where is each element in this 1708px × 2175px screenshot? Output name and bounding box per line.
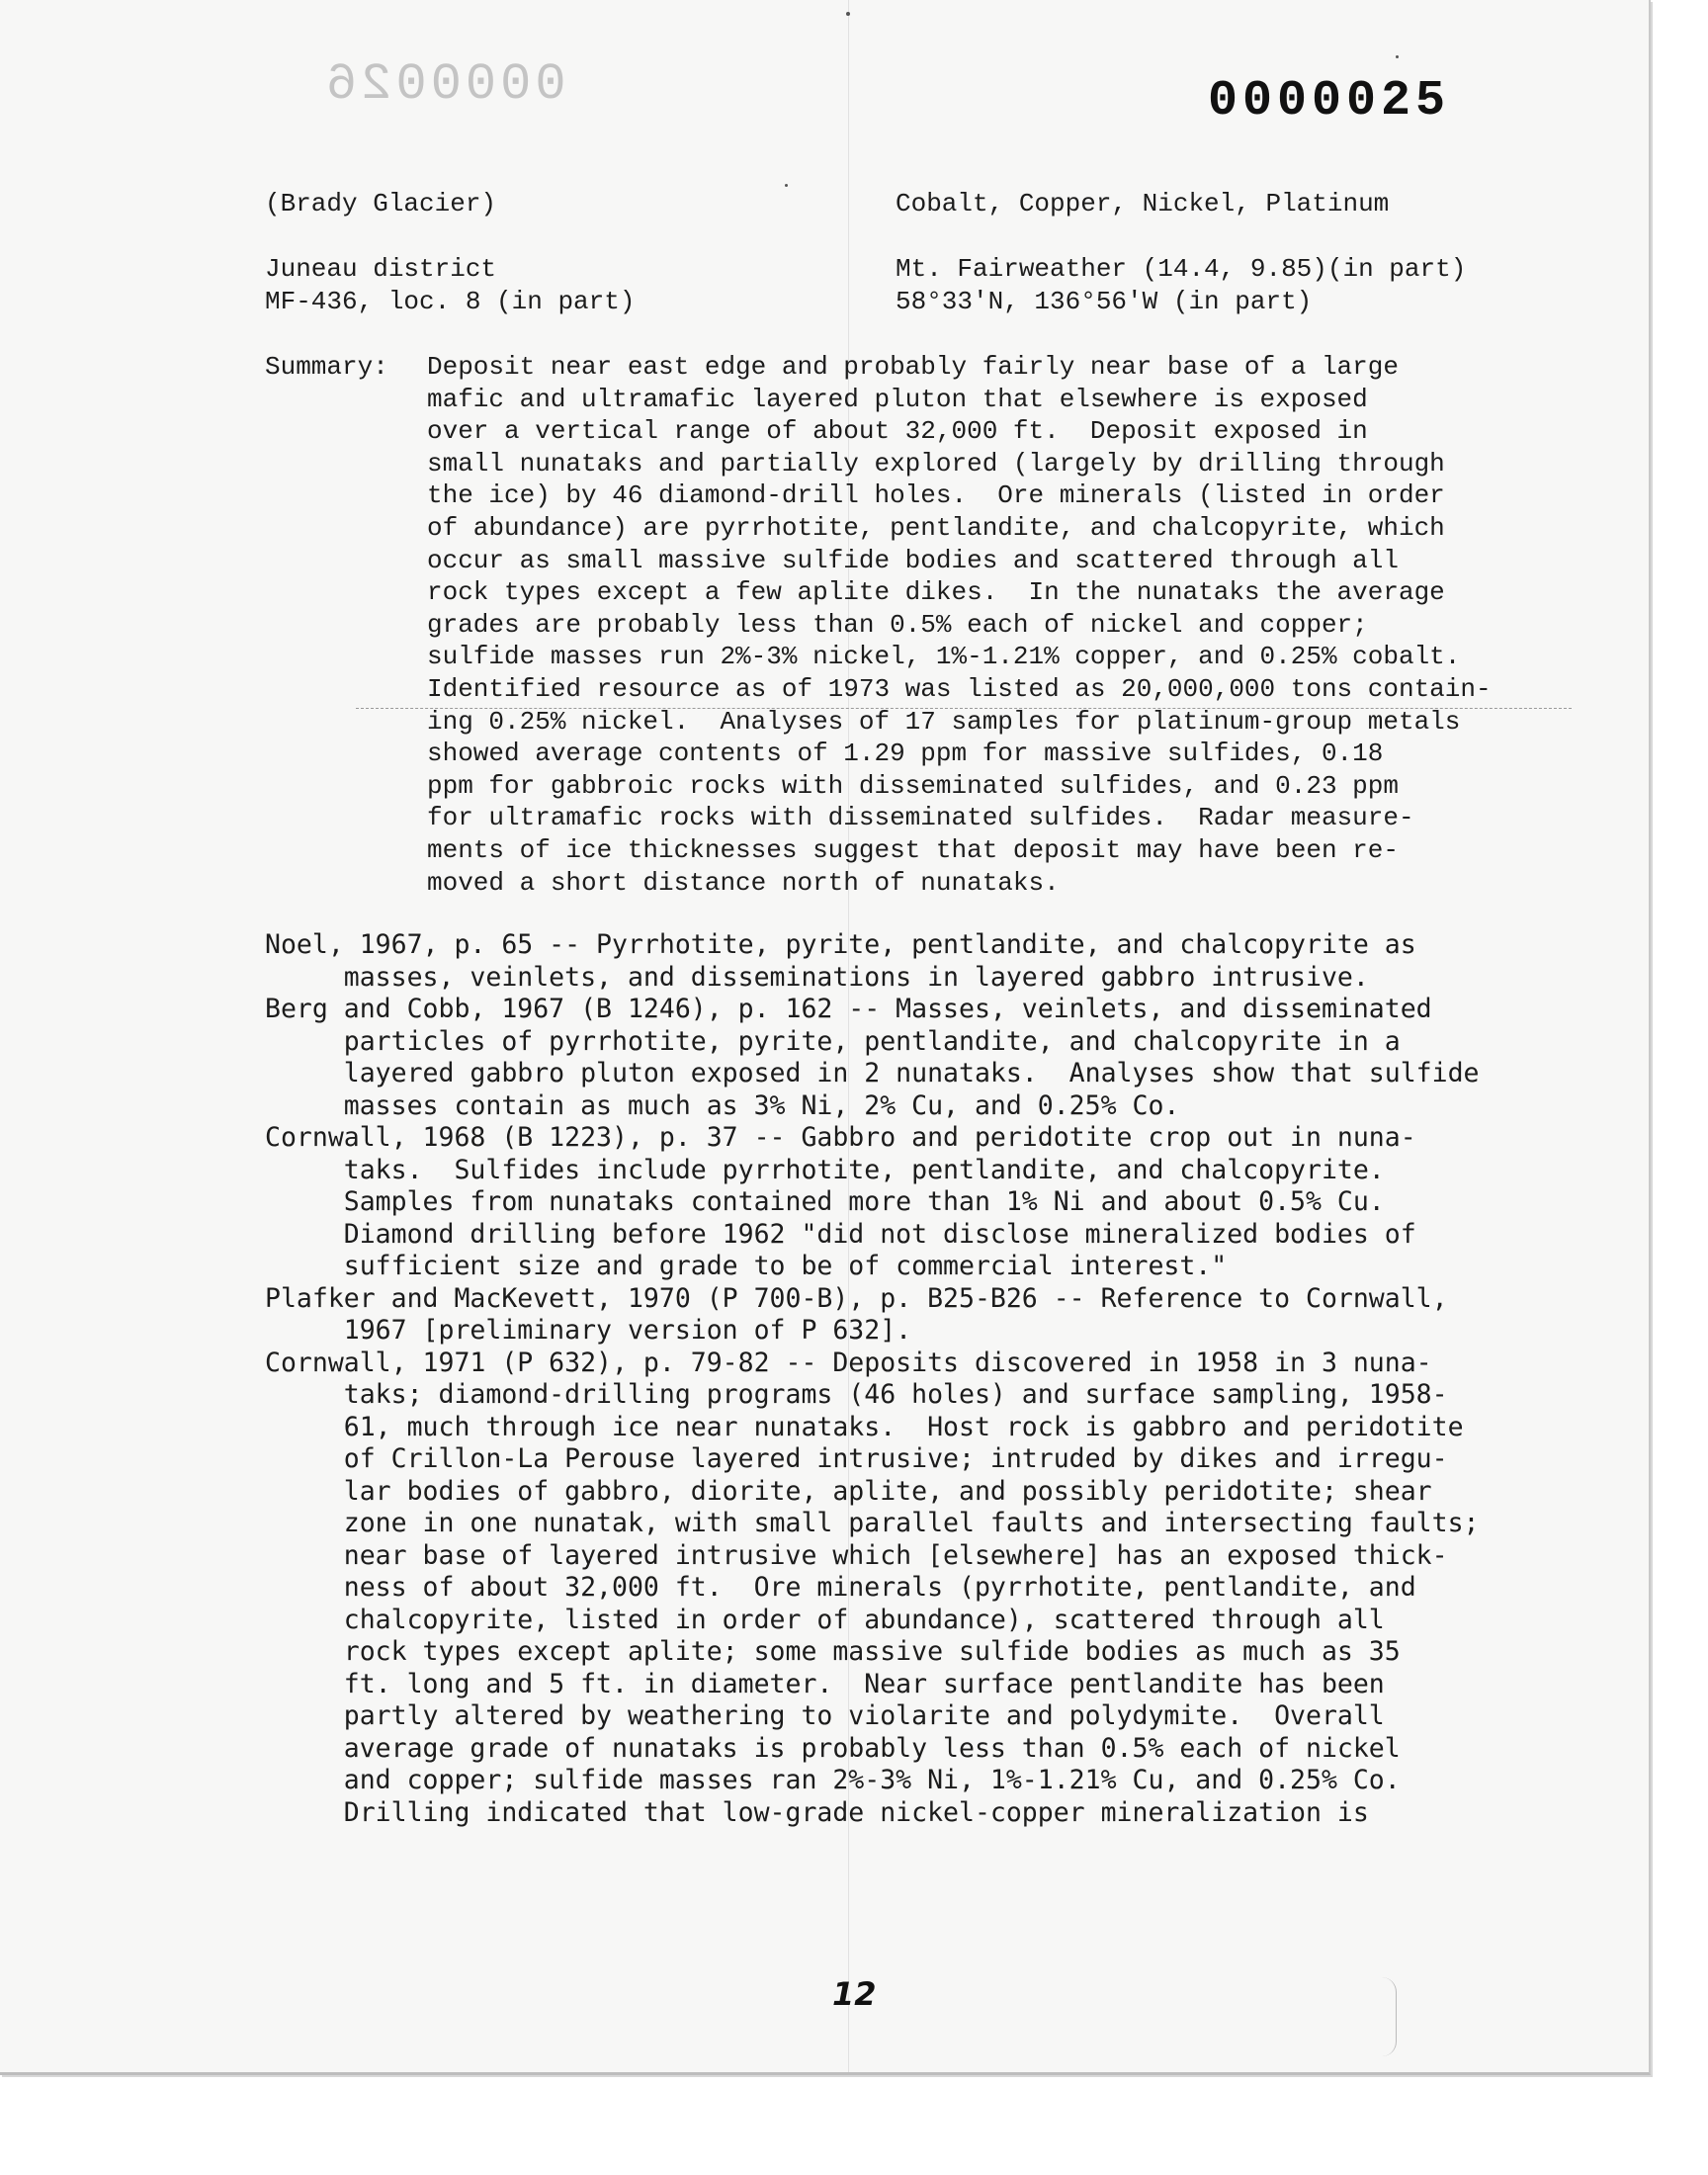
document-number: 0000025	[1208, 73, 1451, 130]
summary-line: ppm for gabbroic rocks with disseminated sulfides, and 0.23 ppm	[427, 770, 1399, 801]
summary-line: for ultramafic rocks with disseminated sulfides. Radar measure-	[427, 803, 1414, 833]
coordinates: 58°33'N, 136°56'W (in part)	[896, 287, 1313, 316]
summary-line: sulfide masses run 2%-3% nickel, 1%-1.21% copper, and 0.25% cobalt.	[427, 642, 1461, 672]
summary-line: grades are probably less than 0.5% each of nickel and copper;	[427, 609, 1368, 640]
locality: (Brady Glacier)	[265, 189, 497, 218]
summary-line: the ice) by 46 diamond-drill holes. Ore minerals (listed in order	[427, 480, 1445, 511]
summary-line: rock types except a few aplite dikes. In the nunataks the average	[427, 577, 1445, 608]
summary-line: occur as small massive sulfide bodies and scattered through all	[427, 545, 1399, 575]
quadrangle: Mt. Fairweather (14.4, 9.85)(in part)	[896, 254, 1467, 284]
summary-line: ments of ice thicknesses suggest that deposit may have been re-	[427, 835, 1399, 865]
summary-line: ing 0.25% nickel. Analyses of 17 samples for platinum-group metals	[427, 706, 1461, 737]
district: Juneau district	[265, 254, 497, 284]
summary-line: over a vertical range of about 32,000 ft. Deposit exposed in	[427, 416, 1368, 447]
summary-line: Identified resource as of 1973 was listed as 20,000,000 tons contain-	[427, 674, 1492, 704]
scan-speck	[1396, 55, 1399, 58]
scan-speck	[846, 12, 850, 16]
summary-line: small nunataks and partially explored (largely by drilling through	[427, 448, 1445, 478]
summary-line: Deposit near east edge and probably fairly near base of a large	[427, 352, 1399, 382]
scan-speck	[785, 184, 788, 187]
summary-label: Summary:	[265, 352, 388, 382]
map-reference: MF-436, loc. 8 (in part)	[265, 287, 636, 316]
commodities: Cobalt, Copper, Nickel, Platinum	[896, 189, 1390, 218]
summary-line: moved a short distance north of nunataks.	[427, 867, 1060, 898]
summary-line: showed average contents of 1.29 ppm for massive sulfides, 0.18	[427, 739, 1384, 769]
references: Noel, 1967, p. 65 -- Pyrrhotite, pyrite, pentlandite, and chalcopyrite as masses, veinlets, and disseminations in layered gabbro intrusive. Berg and Cobb, 1967 (B 1246), p. 162 -- Masses, veinlets, and disseminated particles of pyrrhotite, pyrite, pentlandite, and chalcopyrite in a layered gabbro pluton exposed in 2 nunataks. Analyses show that sulfide masses contain as much as 3% Ni, 2% Cu, and 0.25% Co. Cornwall, 1968 (B 1223), p. 37 -- Gabbro and peridotite crop out in nuna- taks. Sulfides include pyrrhotite, pentlandite, and chalcopyrite. Samples from nunataks contained more than 1% Ni and about 0.5% Cu. Diamond drilling before 1962 "did not disclose mineralized bodies of sufficient size and grade to be of commercial interest." Plafker and MacKevett, 1970 (P 700-B), p. B25-B26 -- Reference to Cornwall, 1967 [preliminary version of P 632]. Cornwall, 1971 (P 632), p. 79-82 -- Deposits discovered in 1958 in 3 nuna- taks; diamond-drilling programs (46 holes) and surface sampling, 1958- 61, much through ice near nunataks. Host rock is gabbro and peridotite of Crillon-La Perouse layered intrusive; intruded by dikes and irregu- lar bodies of gabbro, diorite, aplite, and possibly peridotite; shear zone in one nunatak, with small parallel faults and intersecting faults; near base of layered intrusive which [elsewhere] has an exposed thick- ness of about 32,000 ft. Ore minerals (pyrrhotite, pentlandite, and chalcopyrite, listed in order of abundance), scattered through all rock types except aplite; some massive sulfide bodies as much as 35 ft. long and 5 ft. in diameter. Near surface pentlandite has been partly altered by weathering to violarite and polydymite. Overall average grade of nunataks is probably less than 0.5% each of nickel and copper; sulfide masses ran 2%-3% Ni, 1%-1.21% Cu, and 0.25% Co. Drilling indicated that low-grade nickel-copper mineralization is	[265, 929, 1480, 1828]
summary-line: mafic and ultramafic layered pluton that elsewhere is exposed	[427, 384, 1368, 414]
page-number: 12	[832, 1975, 877, 2013]
margin-pencil-mark	[1382, 1977, 1397, 2056]
summary-line: of abundance) are pyrrhotite, pentlandite, and chalcopyrite, which	[427, 513, 1445, 543]
bleed-through-number: 0000026	[322, 55, 566, 114]
